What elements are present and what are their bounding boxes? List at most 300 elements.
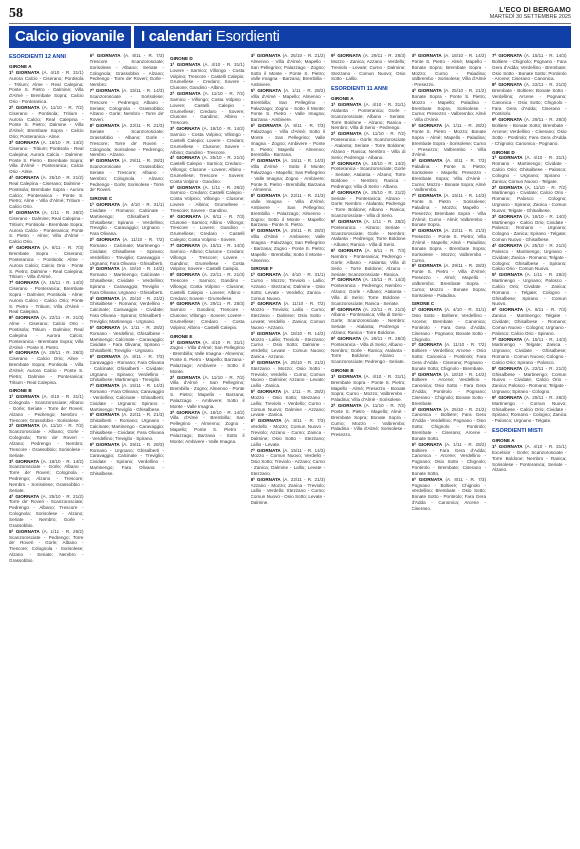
matchday-fixtures: (A. 25/10 - R. 21/2) Almenno - Villa d'Almè; Mapello - San Pellegrino; Palazzago - Zogno; Sotto il Monte - Ponte S. Pietro; Valle Imagna - Barzana; Brembilla - Ambivere. (250, 53, 325, 88)
matchday-label: 4ª GIORNATA (411, 88, 444, 94)
matchday-entry (170, 155, 245, 184)
matchday-entry (9, 105, 84, 140)
matchday-entry (251, 477, 326, 506)
matchday-fixtures: (A. 29/11 - R. 28/3) Ponte S. Pietro - Villa d'Almè; Presezzo - Almè; Mapello - Valbrembo; Brembate Sopra - Curno; Mozzo - Bonate Sopra; Sorisolese - Paladina. (411, 263, 486, 298)
matchday-fixtures: (A. 15/11 - R. 14/3) Ponte S. Pietro - Sorisolese; Paladina - Mozzo; Mapello - Presezzo; Brembate Sopra - Villa d'Almè; Curno - Almè; Valbrembo - Bonate Sopra. (411, 193, 486, 228)
matchday-fixtures: (A. 15/11 - R. 14/3) Romano - Fara Olivana; Caravaggio - Verdellino; Calcinate - Ghisalberti; Cividate - Urgnano; Spirano - Martinengo; Treviglio - Ghisalbese. (89, 383, 164, 412)
matchday-entry (90, 237, 165, 266)
page-title-main: I calendari (141, 28, 212, 45)
matchday-entry (170, 340, 245, 375)
matchday-entry (412, 123, 487, 158)
matchday-entry (90, 158, 165, 193)
matchday-label: 6ª GIORNATA (170, 213, 204, 219)
text-column (90, 53, 165, 843)
page-header (9, 6, 571, 22)
matchday-entry (251, 389, 326, 418)
matchday-fixtures: (A. 18/10 - R. 14/2) Villa d'Almè - Brembilla; San Pellegrino - Almenno; Zogno - Mapello; Ponte S. Pietro - Palazzago; Barzana - Sotto il Monte; Ambivere - Valle Imagna. (170, 409, 245, 444)
matchday-fixtures: (A. 11/10 - R. 7/2) Sarnico - Villongo; Costa Volpino - Lovere; Castelli Calepio - Grumellese; Credaro - Sovere; Clusone - Gandino; Albino - Trescore. (170, 91, 245, 126)
matchday-entry (331, 307, 406, 336)
matchday-label: 8ª GIORNATA (331, 306, 364, 312)
matchday-entry (331, 131, 406, 160)
group-heading: GIRONE A (492, 438, 515, 444)
matchday-label: 7ª GIORNATA (250, 158, 283, 164)
section-title: Calcio giovanile (15, 28, 125, 45)
matchday-entry (90, 296, 165, 325)
section-banner (9, 26, 571, 48)
page-number: 58 (9, 6, 23, 21)
matchday-label: 9ª GIORNATA (250, 228, 283, 234)
matchday-fixtures: (A. 22/11 - R. 21/3) Ghisalbese - Martinengo; Comun Nuovo - Cividate; Calcio Orio - Zanica; Palosco - Romano; Telgate - Urgnano; Spirano - Cologno. (492, 365, 567, 395)
matchday-entry (331, 336, 406, 365)
group-heading: GIRONE A (9, 64, 32, 69)
matchday-label: 6ª GIORNATA (492, 307, 526, 313)
matchday-fixtures: (A. 1/11 - R. 28/2) Villa d'Almè - Mapello; Almenno - Brembilla; San Pellegrino - Palazzago; Zogno - Sotto il Monte; Ponte S. Pietro - Valle Imagna; Barzana - Ambivere. (250, 88, 325, 123)
matchday-label: 2ª GIORNATA (411, 342, 445, 348)
page-title (141, 28, 279, 45)
matchday-fixtures: (A. 25/10 - R. 21/2) Bonate Sopra - Ponte S. Pietro; Mozzo - Mapello; Paladina - Brembate Sopra; Sorisolese - Curno; Presezzo - Valbrembo; Almè - Villa d'Almè. (411, 88, 486, 123)
matchday-entry (90, 354, 165, 383)
matchday-label: 6ª GIORNATA (250, 123, 285, 129)
matchday-label: 7ª GIORNATA (9, 280, 42, 286)
matchday-label: 8ª GIORNATA (492, 82, 525, 88)
matchday-label: 6ª GIORNATA (411, 476, 446, 482)
matchday-entry (492, 155, 567, 184)
matchday-entry (9, 494, 84, 529)
matchday-entry (9, 210, 84, 245)
matchday-label: 5ª GIORNATA (9, 528, 43, 534)
matchday-entry (331, 53, 406, 82)
matchday-entry (331, 403, 406, 438)
matchday-fixtures: (A. 18/10 - R. 14/2) Mozzo - Lallio; Treviolo - Stezzano; Curno - Osio Sotto; Dalmine - Verdello; Levate - Comun Nuovo; Zanica - Azzano. (250, 330, 325, 360)
matchday-fixtures: (A. 29/11 - R. 28/3) Boltiere - Bonate Sotto; Brembate - Arcene; Verdellino - Ciserano; Osio Sotto - Pontirolo; Fara Gera d'Adda - Chignolo; Canonica - Pognano. (492, 117, 567, 146)
header-rule (9, 23, 571, 24)
matchday-label: 9ª GIORNATA (331, 53, 364, 58)
matchday-entry (9, 70, 84, 105)
matchday-entry (170, 126, 245, 155)
matchday-fixtures: (A. 25/10 - R. 21/2) Seriate - Ponteranica; Alzano - Gorle; Nembro - Atalanta; Pedrengo - Torre Boldone; Albano - Ranica; Scanzorosciate - Villa di Serio. (331, 189, 406, 219)
text-column (9, 53, 84, 843)
matchday-fixtures: (A. 22/11 - R. 21/3) Presezzo - Ponte S. Pietro; Villa d'Almè - Mapello; Almè - Paladina; Bonate Sopra - Brembate Sopra; Sorisolese - Mozzo; Valbrembo - Curno. (411, 228, 486, 263)
matchday-fixtures: (A. 8/11 - R. 7/3) Palazzago - Villa d'Almè; Sotto il Monte - San Pellegrino; Valle Imagna - Zogno; Ambivere - Ponte S. Pietro; Mapello - Almenno; Brembilla - Barzana. (250, 123, 325, 158)
matchday-entry (412, 88, 487, 123)
matchday-fixtures: (A. 18/10 - R. 14/2) Martinengo - Calcio Orio; Cividate - Palosco; Romano - Urgnano; Cologno - Zanica; Spirano - Telgate; Comun Nuovo - Ghisalbese. (492, 213, 567, 243)
matchday-entry (9, 529, 84, 564)
matchday-label: 6ª GIORNATA (89, 53, 124, 58)
matchday-entry (90, 202, 165, 237)
matchday-label: 4ª GIORNATA (492, 243, 525, 248)
matchday-fixtures: (A. 18/10 - R. 14/2) Scanzorosciate - Gorle; Albano - Torre de' Roveri; Colognola - Pedrengo; Alzano - Trescore; Nembro - Sorisolese; Grassobbio - Seriate. (9, 458, 84, 493)
matchday-label: 7ª GIORNATA (170, 243, 203, 248)
matchday-label: 1ª GIORNATA (411, 307, 445, 313)
matchday-entry (492, 214, 567, 243)
matchday-fixtures: (A. 25/10 - R. 21/2) Stezzano - Mozzo; Osio Sotto - Treviolo; Verdello - Curno; Comun Nuovo - Dalmine; Azzano - Levate; Lallio - Zanica. (250, 359, 325, 389)
matchday-entry (331, 190, 406, 219)
matchday-label: 9ª GIORNATA (492, 394, 525, 400)
category-heading: ESORDIENTI 11 ANNI (331, 86, 388, 93)
matchday-fixtures: (A. 29/11 - R. 28/3) Ciserano - Calcio Orio; Alme - Brembate Sopra; Pontisola - Villa d'Almè; Aurora Calcio - Ponte S. Pietro; Dalmine - Ponteranica; Tritium - Real Calepina. (9, 350, 84, 385)
matchday-entry (9, 394, 84, 423)
matchday-fixtures: (A. 11/10 - R. 7/2) Ponteranica - Gorle; Scanzorosciate - Atalanta; Seriate - Torre Boldone; Alzano - Ranica; Nembro - Villa di Serio; Pedrengo - Albano. (331, 131, 406, 160)
matchday-fixtures: (A. 25/10 - R. 21/2) Ghisalbese - Romano; Verdellino - Calcinate; Caravaggio - Cividate; Fara Olivana - Spirano; Ghisalberti - Treviglio; Martinengo - Urgnano. (89, 295, 164, 324)
matchday-entry (90, 88, 165, 123)
group-heading: GIRONE B (9, 388, 32, 394)
group-heading: GIRONE C (411, 301, 435, 307)
matchday-entry (9, 423, 84, 458)
matchday-fixtures: (A. 25/10 - R. 21/2) Castelli Calepio - Sarnico; Credaro - Villongo; Clusone - Lovere; Albino - Grumellese; Trescore - Sovere; Costa Volpino - Gandino. (170, 155, 245, 184)
matchday-label: 4ª GIORNATA (9, 493, 42, 499)
matchday-label: 8ª GIORNATA (492, 365, 525, 371)
matchday-label: 9ª GIORNATA (411, 263, 444, 269)
matchday-entry (90, 325, 165, 354)
matchday-label: 7ª GIORNATA (331, 277, 364, 283)
matchday-label: 2ª GIORNATA (89, 237, 123, 243)
matchday-fixtures: (A. 1/11 - R. 28/2) Martinengo - Urgnano; Palosco - Calcio Orio; Cividate - Zanica; Romano - Telgate; Cologno - Ghisalbese; Spirano - Comun Nuovo. (492, 272, 567, 307)
matchday-label: 1ª GIORNATA (89, 202, 123, 208)
matchday-label: 9ª GIORNATA (170, 301, 203, 307)
matchday-entry (412, 53, 487, 88)
matchday-entry (90, 412, 165, 441)
matchday-fixtures: (A. 8/11 - R. 7/3) Zanica - Martinengo; Telgate - Cividate; Ghisalbese - Romano; Comun Nuovo - Cologno; Urgnano - Palosco; Calcio Orio - Spirano. (492, 307, 567, 336)
text-column (331, 53, 406, 843)
matchday-label: 2ª GIORNATA (492, 184, 526, 190)
matchday-fixtures: (A. 15/11 - R. 14/3) Boltiere - Chignolo; Pognano - Fara Gera d'Adda; Verdellino - Brembate; Osio Sotto - Bonate Sotto; Pontirolo - Arcene; Ciserano - Canonica. (492, 53, 567, 82)
matchday-entry (251, 193, 326, 228)
matchday-fixtures: (A. 25/10 - R. 21/2) Canonica - Boltiere; Fara Gera d'Adda - Verdellino; Pognano - Osio Sotto; Chignolo - Pontirolo; Brembate - Ciserano; Arcene - Bonate Sotto. (411, 406, 486, 441)
matchday-entry (331, 102, 406, 131)
matchday-entry (492, 82, 567, 117)
matchday-fixtures: (A. 8/11 - R. 7/3) Nembro - Ponteranica; Pedrengo - Gorle; Albano - Atalanta; Villa di Serio - Torre Boldone; Alzano - Seriate; Scanzorosciate - Ranica. (331, 248, 406, 277)
matchday-fixtures: (A. 29/11 - R. 28/3) Martinengo - Comun Nuovo; Ghisalbese - Calcio Orio; Cividate - Spirano; Romano - Cologno; Zanica - Palosco; Urgnano - Telgate. (492, 394, 567, 424)
matchday-entry (492, 53, 567, 82)
matchday-label: 1ª GIORNATA (331, 373, 364, 379)
matchday-label: 1ª GIORNATA (9, 394, 42, 400)
matchday-entry (412, 442, 487, 477)
newspaper-name: L'ECO DI BERGAMO (499, 7, 571, 14)
matchday-fixtures: (A. 29/11 - R. 28/3) Sarnico - Gandino; Trescore - Clusone; Villongo - Sovere; Lovere - Grumellese; Credaro - Costa Volpino; Albino - Castelli Calepio. (170, 301, 245, 330)
matchday-entry (331, 248, 406, 277)
matchday-fixtures: (A. 22/11 - R. 21/3) Brembate - Boltiere; Bonate Sotto - Verdellino; Arcene - Pognano; Canonica - Osio Sotto; Chignolo - Fara Gera d'Adda; Ciserano - Pontirolo. (492, 82, 567, 117)
matchday-entry (9, 315, 84, 350)
matchday-entry (412, 342, 487, 371)
matchday-entry (90, 442, 165, 477)
matchday-entry (412, 193, 487, 228)
matchday-fixtures: (A. 11/10 - R. 7/2) Ciserano - Pontisola; Tritium - Aurora Calcio; Real Calepina - Ponte S. Pietro; Dalmine - Villa d'Almè; Brembate Sopra - Calcio Orio; Ponteranica - Alme. (9, 104, 84, 140)
matchday-label: 3ª GIORNATA (89, 266, 122, 272)
matchday-entry (170, 185, 245, 214)
matchday-label: 8ª GIORNATA (250, 193, 283, 199)
matchday-entry (90, 383, 165, 412)
matchday-label: 3ª GIORNATA (170, 409, 203, 415)
matchday-fixtures: (A. 18/10 - R. 14/2) Ponteranica - Scanzorosciate; Gorle - Seriate; Atalanta - Alzano; Torre Boldone - Nembro; Ranica - Pedrengo; Villa di Serio - Albano. (331, 160, 406, 189)
matchday-label: 2ª GIORNATA (170, 374, 204, 380)
matchday-entry (412, 372, 487, 407)
matchday-label: 1ª GIORNATA (492, 444, 525, 449)
matchday-fixtures: (A. 1/11 - R. 28/2) Ponteranica - Alzano; Seriate - Scanzorosciate; Gorle - Nembro; Atalanta - Pedrengo; Torre Boldone - Albano; Ranica - Villa di Serio. (331, 218, 406, 248)
matchday-label: 1ª GIORNATA (9, 69, 42, 75)
matchday-label: 9ª GIORNATA (492, 117, 525, 123)
matchday-label: 2ª GIORNATA (331, 403, 365, 409)
matchday-label: 3ª GIORNATA (9, 139, 42, 145)
matchday-label: 7ª GIORNATA (89, 88, 122, 94)
matchday-label: 2ª GIORNATA (170, 91, 204, 97)
matchday-fixtures: (A. 29/11 - R. 28/3) Mozzo - Zanica; Azzano - Verdello; Treviolo - Levate; Curno - Dalmine; Stezzano - Comun Nuovo; Osio Sotto - Lallio. (331, 53, 406, 82)
matchday-fixtures: (A. 25/10 - R. 21/2) Real Calepina - Ciserano; Dalmine - Pontisola; Brembate Sopra - Aurora Calcio; Ponteranica - Ponte S. Pietro; Alme - Villa d'Almè; Tritium - Calcio Orio. (9, 175, 84, 210)
matchday-label: 8ª GIORNATA (89, 123, 122, 129)
group-heading: GIRONE A (331, 96, 354, 102)
matchday-fixtures: (A. 11/10 - R. 7/2) Scanzorosciate - Albano; Gorle - Colognola; Torre de' Roveri - Alzano; Pedrengo - Nembro; Trescore - Grassobbio; Sorisolese - Seriate. (9, 423, 84, 458)
matchday-entry (492, 117, 567, 146)
matchday-fixtures: (A. 1/11 - R. 28/2) Ponte S. Pietro - Mozzo; Bonate Sopra - Almè; Mapello - Paladina; Brembate Sopra - Sorisolese; Curno - Presezzo; Valbrembo - Villa d'Almè. (411, 123, 486, 158)
matchday-label: 6ª GIORNATA (89, 354, 124, 360)
matchday-fixtures: (A. 15/11 - R. 14/3) Scanzorosciate - Sorisolese; Trescore - Pedrengo; Albano - Seriate; Colognola - Grassobbio; Alzano - Gorle; Nembro - Torre de' Roveri. (89, 88, 164, 123)
matchday-entry (9, 280, 84, 315)
matchday-label: 1ª GIORNATA (170, 61, 203, 67)
matchday-entry (170, 410, 245, 445)
group-heading: GIRONE D (492, 149, 515, 155)
matchday-entry (251, 123, 326, 158)
matchday-entry (492, 366, 567, 395)
matchday-label: 8ª GIORNATA (411, 228, 444, 234)
matchday-fixtures: (A. 15/11 - R. 14/3) Villa d'Almè - Sotto il Monte; Palazzago - Mapello; San Pellegrino - Valle Imagna; Zogno - Ambivere; Ponte S. Pietro - Brembilla; Barzana - Almenno. (250, 158, 325, 193)
matchday-entry (170, 62, 245, 91)
matchday-entry (9, 350, 84, 385)
matchday-label: 5ª GIORNATA (250, 88, 284, 94)
matchday-entry (90, 123, 165, 158)
matchday-entry (412, 263, 487, 298)
matchday-label: 6ª GIORNATA (250, 418, 285, 424)
group-heading: GIRONE C (89, 196, 113, 202)
matchday-fixtures: (A. 8/11 - R. 7/3) Pognano - Boltiere; Chignolo - Verdellino; Brembate - Osio Sotto; Bonate Sotto - Pontirolo; Fara Gera d'Adda - Canonica; Arcene - Ciserano. (411, 476, 486, 511)
matchday-fixtures: (A. 11/10 - R. 7/2) Martinengo - Cividate; Calcio Orio - Romano; Palosco - Cologno; Urgnano - Spirano; Zanica - Comun Nuovo; Telgate - Ghisalbese. (492, 184, 567, 213)
page-title-sub: Esordienti (215, 28, 280, 45)
matchday-fixtures: (A. 15/11 - R. 14/3) Sarnico - Albino; Clusone - Credaro; Villongo - Trescore; Lovere - Gandino; Grumellese - Costa Volpino; Sovere - Castelli Calepio. (170, 243, 245, 272)
matchday-fixtures: (A. 15/11 - R. 14/3) Martinengo - Telgate; Zanica - Urgnano; Cividate - Ghisalbese; Romano - Comun Nuovo; Cologno - Calcio Orio; Spirano - Palosco. (492, 336, 567, 365)
matchday-entry (492, 243, 567, 272)
matchday-fixtures: (A. 1/11 - R. 28/2) Ciserano - Dalmine; Real Calepina - Tritium; Pontisola - Brembate Sopra; Aurora Calcio - Ponteranica; Ponte S. Pietro - Alme; Villa d'Almè - Calcio Orio. (9, 210, 84, 245)
matchday-fixtures: (A. 11/10 - R. 7/2) Romano - Calcinate; Martinengo - Cividate; Ghisalbese - Spirano; Verdellino - Treviglio; Caravaggio - Urgnano; Fara Olivana - Ghisalberti. (89, 237, 164, 266)
matchday-fixtures: (A. 18/10 - R. 14/2) Ponte S. Pietro - Almè; Mapello - Bonate Sopra; Brembate Sopra - Mozzo; Curno - Paladina; Valbrembo - Sorisolese; Villa d'Almè - Presezzo. (411, 53, 486, 88)
matchday-entry (251, 331, 326, 360)
matchday-entry (251, 448, 326, 477)
matchday-fixtures: (A. 4/10 - R. 31/1) Zogno - Villa d'Almè; San Pellegrino - Brembilla; Valle Imagna - Almenno; Ponte S. Pietro - Mapello; Barzana - Palazzago; Ambivere - Sotto il Monte. (170, 339, 245, 374)
matchday-entry (9, 175, 84, 210)
matchday-entry (412, 158, 487, 193)
matchday-fixtures: (A. 4/10 - R. 31/1) Romano - Martinengo; Cividate - Calcio Orio; Ghisalbese - Palosco; Cologno - Urgnano; Spirano - Zanica; Comun Nuovo - Telgate. (492, 155, 567, 184)
matchday-fixtures: (A. 4/10 - R. 31/1) Aurora Calcio - Ciserano; Pontisola - Tritium; Alme - Real Calepina; Ponte S. Pietro - Dalmine; Villa d'Almè - Brembate Sopra; Calcio Orio - Ponteranica. (9, 69, 84, 105)
matchday-label: 7ª GIORNATA (492, 53, 525, 58)
matchday-fixtures: (A. 25/10 - R. 21/2) Torre de' Roveri - Scanzorosciate; Pedrengo - Albano; Trescore - Colognola; Sorisolese - Alzano; Seriate - Nembro; Gorle - Grassobbio. (9, 493, 84, 528)
matchday-label: 3ª GIORNATA (411, 53, 444, 58)
matchday-label: 4ª GIORNATA (331, 189, 364, 195)
matchday-fixtures: (A. 22/11 - R. 21/3) Valle Imagna - Villa d'Almè; Ambivere - San Pellegrino; Brembilla - Palazzago; Almenno - Zogno; Sotto il Monte - Mapello; Barzana - Ponte S. Pietro. (250, 193, 325, 228)
group-heading: GIRONE F (250, 266, 273, 272)
matchday-label: 4ª GIORNATA (9, 175, 42, 181)
matchday-label: 5ª GIORNATA (89, 324, 123, 330)
matchday-entry (251, 272, 326, 301)
banner-divider (131, 26, 134, 48)
matchday-fixtures: (A. 22/11 - R. 21/3) Azzano - Mozzo; Zanica - Treviolo; Lallio - Verdello; Stezzano - Curno; Comun Nuovo - Osio Sotto; Levate - Dalmine. (250, 476, 325, 506)
matchday-entry (170, 214, 245, 243)
matchday-label: 1ª GIORNATA (170, 339, 203, 345)
matchday-label: 2ª GIORNATA (250, 301, 284, 307)
matchday-label: 5ª GIORNATA (492, 272, 526, 278)
matchday-fixtures: (A. 25/10 - R. 21/2) Palosco - Martinengo; Urgnano - Cividate; Zanica - Romano; Telgate - Cologno; Ghisalbese - Spirano; Calcio Orio - Comun Nuovo. (492, 243, 567, 272)
matchday-fixtures: (A. 22/11 - R. 21/3) Trescore - Sarnico; Gandino - Villongo; Costa Volpino - Clusone; Castelli Calepio - Lovere; Albino - Credaro; Sovere - Grumellese. (170, 272, 245, 301)
matchday-fixtures: (A. 15/11 - R. 14/3) Ponteranica - Pedrengo; Nembro - Alzano; Gorle - Albano; Atalanta - Villa di Serio; Torre Boldone - Scanzorosciate; Ranica - Seriate. (331, 277, 406, 306)
matchday-entry (492, 444, 567, 473)
matchday-fixtures: (A. 4/10 - R. 31/1) Atalanta - Ponteranica; Gorle - Scanzorosciate; Albano - Seriate; Torre Boldone - Alzano; Ranica - Nembro; Villa di Serio - Pedrengo. (331, 102, 406, 131)
matchday-label: 8ª GIORNATA (89, 412, 122, 418)
matchday-entry (251, 228, 326, 263)
matchday-entry (251, 88, 326, 123)
matchday-entry (331, 161, 406, 190)
matchday-label: 3ª GIORNATA (492, 213, 525, 219)
matchday-label: 8ª GIORNATA (9, 315, 42, 321)
matchday-label: 3ª GIORNATA (411, 371, 444, 377)
matchday-label: 4ª GIORNATA (170, 155, 203, 161)
group-heading: GIRONE D (170, 56, 193, 61)
matchday-fixtures: (A. 4/10 - R. 31/1) Cividate - Romano; Calcinate - Martinengo; Ghisalberti - Ghisalbese; Spirano - Verdellino; Treviglio - Caravaggio; Urgnano - Fara Olivana. (89, 202, 164, 237)
matchday-fixtures: (A. 18/10 - R. 14/2) Romano - Martinengo; Calcinate - Ghisalbese; Cividate - Verdellino; Spirano - Caravaggio; Treviglio - Fara Olivana; Urgnano - Ghisalberti. (89, 266, 164, 295)
matchday-entry (251, 158, 326, 193)
matchday-label: 1ª GIORNATA (250, 272, 284, 278)
matchday-entry (170, 243, 245, 272)
matchday-fixtures: (A. 8/11 - R. 7/3) Clusone - Sarnico; Albino - Villongo; Trescore - Lovere; Gandino - Grumellese; Credaro - Castelli Calepio; Costa Volpino - Sovere. (170, 213, 245, 243)
matchday-fixtures: (A. 18/10 - R. 14/2) Sarnico - Costa Volpino; Villongo - Castelli Calepio; Lovere - Credaro; Grumellese - Clusone; Sovere - Albino; Gandino - Trescore. (170, 126, 245, 155)
matchday-entry (412, 228, 487, 263)
matchday-label: 5ª GIORNATA (9, 210, 43, 216)
matchday-fixtures: (A. 1/11 - R. 28/2) Sarnico - Credaro; Castelli Calepio - Costa Volpino; Villongo - Clusone; Lovere - Albino; Grumellese - Trescore; Sovere - Gandino. (170, 184, 245, 213)
matchday-entry (251, 53, 326, 88)
matchday-label: 2ª GIORNATA (9, 104, 43, 110)
matchday-label: 4ª GIORNATA (411, 406, 444, 412)
matchday-fixtures: (A. 11/10 - R. 7/2) Mozzo - Treviolo; Lallio - Curno; Stezzano - Dalmine; Osio Sotto - Levate; Verdello - Zanica; Comun Nuovo - Azzano. (250, 301, 325, 330)
matchday-entry (251, 360, 326, 389)
category-heading: ESORDIENTI 12 ANNI (9, 54, 66, 60)
matchday-label: 1ª GIORNATA (331, 102, 364, 108)
matchday-fixtures: (A. 8/11 - R. 7/3) Brembate Sopra - Ciserano; Ponteranica - Pontisola; Alme - Aurora Calcio; Calcio Orio - Ponte S. Pietro; Dalmine - Real Calepina; Tritium - Villa d'Almè. (9, 245, 84, 280)
matchday-entry (251, 301, 326, 330)
matchday-fixtures: (A. 4/10 - R. 31/1) Lovere - Sarnico; Villongo - Costa Volpino; Trescore - Castelli Calepio; Grumellese - Credaro; Sovere - Clusone; Gandino - Albino. (170, 61, 245, 91)
matchday-entry (9, 459, 84, 494)
matchday-label: 9ª GIORNATA (9, 350, 42, 356)
matchday-entry (251, 418, 326, 447)
masthead (490, 7, 571, 20)
matchday-entry (331, 219, 406, 248)
matchday-label: 3ª GIORNATA (9, 458, 42, 464)
matchday-label: 8ª GIORNATA (170, 272, 203, 278)
matchday-label: 3ª GIORNATA (331, 160, 364, 166)
matchday-label: 4ª GIORNATA (250, 53, 283, 58)
matchday-fixtures: (A. 8/11 - R. 7/3) Trescore - Scanzorosciate; Sorisolese - Albano; Seriate - Colognola; Grassobbio - Alzano; Pedrengo - Torre de' Roveri; Gorle - Nembro. (89, 53, 164, 88)
matchday-entry (492, 337, 567, 366)
matchday-fixtures: (A. 22/11 - R. 21/3) Seriate - Scanzorosciate; Grassobbio - Albano; Gorle - Trescore; Torre de' Roveri - Colognola; Sorisolese - Pedrengo; Nembro - Alzano. (89, 123, 164, 158)
matchday-fixtures: (A. 15/11 - R. 14/3) Ciserano - Ponteranica; Brembate Sopra - Dalmine; Pontisola - Alme; Aurora Calcio - Calcio Orio; Ponte S. Pietro - Tritium; Villa d'Almè - Real Calepina. (9, 280, 84, 315)
matchday-fixtures: (A. 22/11 - R. 21/3) Albano - Ponteranica; Villa di Serio - Gorle; Scanzorosciate - Nembro; Seriate - Atalanta; Pedrengo - Alzano; Ranica - Torre Boldone. (331, 306, 406, 335)
matchday-label: 6ª GIORNATA (9, 245, 43, 251)
matchday-label: 9ª GIORNATA (89, 158, 122, 164)
matchday-fixtures: (A. 11/10 - R. 7/2) Ponte S. Pietro - Mapello; Almè - Brembate Sopra; Bonate Sopra - Curno; Mozzo - Valbrembo; Paladina - Villa d'Almè; Sorisolese - Presezzo. (331, 403, 406, 438)
matchday-entry (90, 266, 165, 295)
matchday-fixtures: (A. 29/11 - R. 28/3) Romano - Urgnano; Ghisalberti - Caravaggio; Calcinate - Treviglio; Cividate - Spirano; Verdellino - Martinengo; Fara Olivana - Ghisalbese. (89, 441, 164, 476)
matchday-fixtures: (A. 1/11 - R. 28/2) Mozzo - Osio Sotto; Stezzano - Lallio; Treviolo - Verdello; Curno - Comun Nuovo; Dalmine - Azzano; Levate - Zanica. (250, 389, 325, 418)
matchday-fixtures: (A. 15/11 - R. 14/3) Mozzo - Comun Nuovo; Verdello - Osio Sotto; Treviolo - Azzano; Curno - Zanica; Dalmine - Lallio; Levate - Stezzano. (250, 447, 325, 476)
matchday-entry (331, 374, 406, 403)
matchday-entry (331, 277, 406, 306)
matchday-fixtures: (A. 1/11 - R. 28/2) Scanzorosciate - Pedrengo; Torre de' Roveri - Gorle; Albano - Trescore; Colognola - Sorisolese; Alzano - Seriate; Nembro - Grassobbio. (9, 528, 84, 563)
matchday-label: 7ª GIORNATA (89, 383, 122, 389)
matchday-fixtures: (A. 11/10 - R. 7/2) Boltiere - Verdellino; Arcene - Osio Sotto; Canonica - Pontirolo; Fara Gera d'Adda - Ciserano; Pognano - Bonate Sotto; Chignolo - Brembate. (411, 342, 486, 371)
matchday-entry (170, 375, 245, 410)
matchday-entry (492, 307, 567, 336)
group-heading: GIRONE E (170, 333, 193, 339)
matchday-fixtures: (A. 4/10 - R. 31/1) Colognola - Scanzorosciate; Albano - Gorle; Seriate - Torre de' Roveri; Alzano - Pedrengo; Nembro - Trescore; Grassobbio - Sorisolese. (9, 394, 84, 423)
matchday-entry (412, 407, 487, 442)
matchday-label: 8ª GIORNATA (250, 476, 283, 482)
matchday-fixtures: (A. 4/10 - R. 31/1) Curno - Mozzo; Treviolo - Lallio; Azzano - Stezzano; Dalmine - Osio Sotto; Levate - Verdello; Zanica - Comun Nuovo. (250, 272, 325, 301)
text-column (170, 53, 245, 843)
matchday-label: 2ª GIORNATA (331, 131, 365, 137)
matchday-fixtures: (A. 4/10 - R. 31/1) Osio Sotto - Boltiere; Verdellino - Arcene; Brembate - Canonica; Pontirolo - Fara Gera d'Adda; Ciserano - Pognano; Bonate Sotto - Chignolo. (411, 307, 486, 342)
matchday-label: 6ª GIORNATA (331, 248, 365, 254)
matchday-entry (492, 272, 567, 307)
matchday-fixtures: (A. 4/10 - R. 31/1) Brembate Sopra - Ponte S. Pietro; Mapello - Almè; Presezzo - Bonate Sopra; Curno - Mozzo; Valbrembo - Paladina; Villa d'Almè - Sorisolese. (331, 373, 406, 403)
matchday-label: 5ª GIORNATA (411, 123, 445, 129)
matchday-label: 7ª GIORNATA (250, 447, 283, 453)
matchday-label: 4ª GIORNATA (250, 359, 283, 365)
matchday-label: 7ª GIORNATA (492, 336, 525, 342)
matchday-label: 9ª GIORNATA (89, 441, 122, 447)
group-heading: GIRONE B (331, 368, 354, 374)
matchday-entry (170, 301, 245, 330)
matchday-label: 3ª GIORNATA (250, 330, 283, 336)
matchday-entry (492, 185, 567, 214)
matchday-label: 1ª GIORNATA (492, 155, 525, 161)
category-heading: ESORDIENTI MISTI (492, 428, 543, 435)
matchday-fixtures: (A. 29/11 - R. 28/3) Scanzorosciate - Grassobbio; Seriate - Trescore; Albano - Nembro; Colognola - Alzano; Pedrengo - Gorle; Sorisolese - Torre de' Roveri. (89, 158, 164, 193)
matchday-fixtures: (A. 22/11 - R. 21/3) Alme - Ciserano; Calcio Orio - Pontisola; Tritium - Dalmine; Real Calepina - Aurora Calcio; Ponteranica - Brembate Sopra; Villa d'Almè - Ponte S. Pietro. (9, 315, 84, 350)
matchday-fixtures: (A. 18/10 - R. 14/2) Ciserano - Tritium; Pontisola - Real Calepina; Aurora Calcio - Dalmine; Ponte S. Pietro - Brembate Sopra; Villa d'Almè - Ponteranica; Calcio Orio - Alme. (9, 139, 84, 175)
matchday-entry (9, 140, 84, 175)
matchday-fixtures: (A. 8/11 - R. 7/3) Caravaggio - Romano; Fara Olivana - Calcinate; Ghisalberti - Cividate; Urgnano - Spirano; Verdellino - Ghisalbese; Martinengo - Treviglio. (89, 354, 164, 383)
matchday-fixtures: (A. 29/11 - R. 28/3) Ponteranica - Villa di Serio; Albano - Nembro; Gorle - Ranica; Atalanta - Torre Boldone; Alzano - Scanzorosciate; Pedrengo - Seriate. (331, 335, 406, 365)
matchday-label: 5ª GIORNATA (331, 218, 365, 224)
matchday-fixtures: (A. 1/11 - R. 28/2) Romano - Verdellino; Ghisalbese - Martinengo; Calcinate - Caravaggio; Cividate - Fara Olivana; Spirano - Ghisalberti; Treviglio - Urgnano. (89, 324, 164, 354)
matchday-fixtures: (A. 11/10 - R. 7/2) Villa d'Almè - San Pellegrino; Brembilla - Zogno; Almenno - Ponte S. Pietro; Mapello - Barzana; Palazzago - Ambivere; Sotto il Monte - Valle Imagna. (170, 374, 245, 409)
matchday-label: 6ª GIORNATA (411, 158, 446, 164)
matchday-fixtures: (A. 18/10 - R. 14/2) Boltiere - Arcene; Verdellino - Canonica; Osio Sotto - Fara Gera d'Adda; Pontirolo - Pognano; Ciserano - Chignolo; Bonate Sotto - Brembate. (411, 371, 486, 406)
matchday-label: 5ª GIORNATA (411, 441, 445, 447)
matchday-label: 9ª GIORNATA (331, 335, 364, 341)
issue-date: MARTEDÌ 30 SETTEMBRE 2025 (489, 14, 571, 20)
matchday-label: 7ª GIORNATA (411, 193, 444, 199)
text-column (412, 53, 487, 843)
matchday-fixtures: (A. 4/10 - R. 31/1) Excelsior - Gorle; Scanzorosciate - Torre Boldone; Nembro - Ranica; Sorisolese - Ponteranica; Seriate - Alzano. (492, 444, 567, 473)
matchday-fixtures: (A. 29/11 - R. 28/3) Villa d'Almè - Ambivere; Valle Imagna - Palazzago; San Pellegrino - Barzana; Zogno - Ponte S. Pietro; Mapello - Brembilla; Sotto il Monte - Almenno. (250, 228, 325, 263)
calendar-columns (9, 53, 571, 843)
matchday-fixtures: (A. 22/11 - R. 21/3) Ghisalberti - Romano; Urgnano - Calcinate; Martinengo - Caravaggio; Ghisalbese - Cividate; Fara Olivana - Verdellino; Treviglio - Spirano. (89, 412, 164, 441)
matchday-fixtures: (A. 1/11 - R. 28/2) Boltiere - Fara Gera d'Adda; Canonica - Arcene; Verdellino - Pognano; Osio Sotto - Chignolo; Pontirolo - Brembate; Ciserano - Bonate Sotto. (411, 441, 486, 476)
matchday-label: 3ª GIORNATA (170, 126, 203, 132)
matchday-label: 5ª GIORNATA (170, 184, 204, 190)
matchday-label: 2ª GIORNATA (9, 423, 43, 429)
text-column (251, 53, 326, 843)
matchday-entry (412, 477, 487, 512)
matchday-entry (170, 272, 245, 301)
matchday-fixtures: (A. 8/11 - R. 7/3) Paladina - Ponte S. Pietro; Sorisolese - Mapello; Presezzo - Brembate Sopra; Villa d'Almè - Curno; Mozzo - Bonate Sopra; Almè - Valbrembo. (411, 158, 486, 193)
text-column (492, 53, 567, 843)
matchday-label: 5ª GIORNATA (250, 389, 284, 395)
